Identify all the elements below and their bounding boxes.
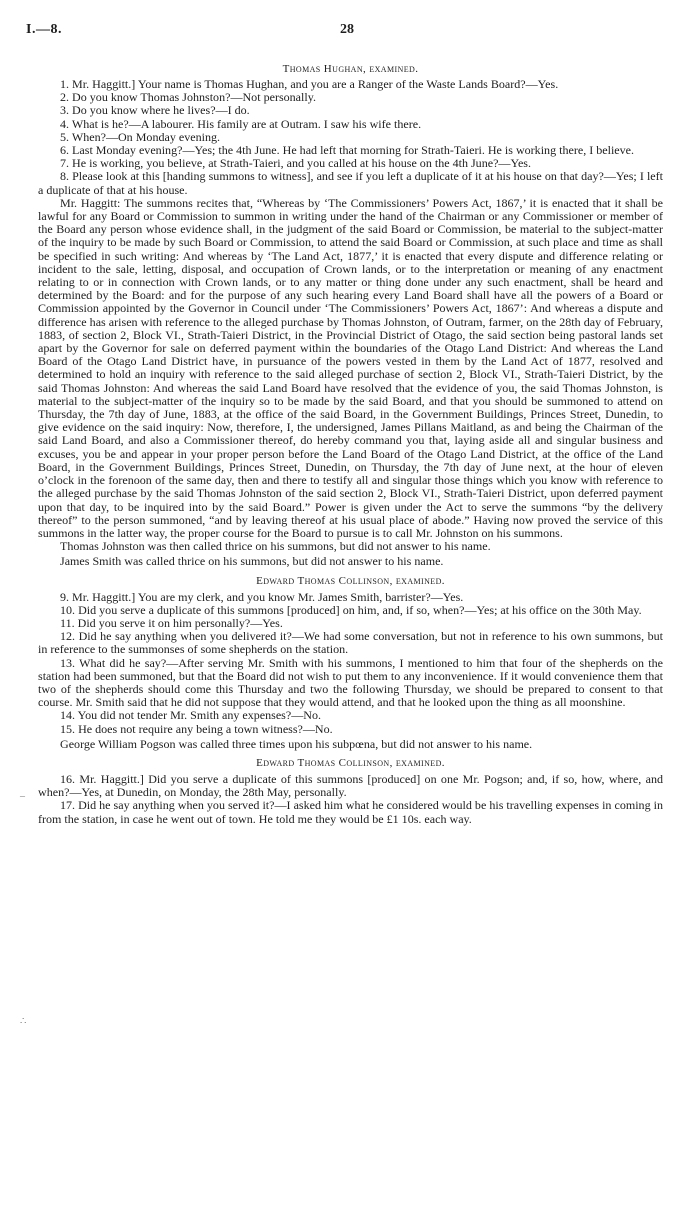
paragraph: George William Pogson was called three times upon his subpœna, but did not answer to his name.	[60, 736, 533, 751]
paragraph: 14. You did not tender Mr. Smith any expenses?—No.	[60, 708, 322, 723]
paragraph: 11. Did you serve it on him personally?—Yes.	[60, 615, 283, 630]
section-heading: Thomas Hughan, examined.	[282, 63, 419, 75]
paragraph: 8. Please look at this [handing summons to witness], and see if you left a duplicate of it at his house on that day?—Yes; I left a duplicate of that at his house.	[38, 169, 663, 197]
section-heading: Edward Thomas Collinson, examined.	[256, 574, 445, 587]
paragraph: 5. When?—On Monday evening.	[60, 129, 221, 144]
main-text-column	[38, 60, 663, 826]
paragraph: 2. Do you know Thomas Johnston?—Not personally.	[60, 90, 316, 105]
summons-recital-paragraph: Mr. Haggitt: The summons recites that, “Whereas by ‘The Commissioners’ Powers Act, 1867,’ it is enacted that it shall be lawful for any Board or Commission to summon in writing under the hand of the Chairman or any Commissioner or member of the Board any person whose evidence shall, in the judgment of the said Board or Commission, be material to the subject-matter of the inquiry to be made by such Board or Commission, to attend the said Board or Commission, at such place and time as shall be specified in such writing: And whereas by ‘The Land Act, 1877,’ it is enacted that every dispute and difference relating or incident to the sale, letting, disposal, and occupation of Crown lands, or to the interpretation or meaning of any enactment relating to or in connection with Crown lands, or to any matter or thing done under any such enactment, shall be heard and determined by the Board: and for the purpose of any such hearing every Land Board shall have all the powers of a Board or Commission appointed by the Governor in Council under ‘The Commissioners’ Powers Act, 1867’: And whereas a dispute and difference has arisen with reference to the alleged purchase by Thomas Johnston, of Outram, farmer, on the 28th day of February, 1883, of section 2, Block VI., Strath-Taieri District, in the Provincial District of Otago, the said section being pastoral lands set apart by the Governor for sale on deferred payment within the boundaries of the Otago Land District: And whereas the Land Board of the Otago Land District have, in pursuance of the powers vested in them by the Land Act of 1877, resolved and determined to hold an inquiry with reference to the said alleged purchase of section 2, Block VI., Strath-Taieri District, by the said Thomas Johnston: And whereas the said Land Board have resolved that the evidence of you, the said Thomas Johnston, is material to the subject-matter of the inquiry so to be made by the said Board, and that you should be summoned to attend on Thursday, the 7th day of June, 1883, at the office of the said Board, in the Government Buildings, Princes Street, Dunedin, to give evidence on the said inquiry: Now, therefore, I, the undersigned, James Pillans Maitland, as and being the Chairman of the said Land Board, and also a Commissioner thereof, do hereby command you that, laying aside all and singular business and excuses, you be and appear in your proper person before the Land Board of the Otago Land District, at the office of the Land Board, in the Government Buildings, Princes Street, Dunedin, on Thursday, the 7th day of June next, at the hour of eleven o’clock in the forenoon of the same day, then and there to testify all and singular those things which you know with reference to the alleged purchase by the said Thomas Johnston of the said section 2, Block VI., Strath-Taieri District, upon deferred payment upon that day, to be inquired into by the said Board.” Power is given under the Act to serve the summons “by the delivery thereof” to the person summoned, “and by leaving thereof at his usual place of abode.” Having now proved the service of this summons in the latter way, the proper course for the Board to pursue is to call Mr. Johnston on his summons.	[38, 195, 663, 540]
page-number: 28	[340, 22, 354, 37]
paragraph: 9. Mr. Haggitt.] You are my clerk, and you know Mr. James Smith, barrister?—Yes.	[60, 589, 464, 604]
paragraph: 13. What did he say?—After serving Mr. Smith with his summons, I mentioned to him that four of the shepherds on the station had been summoned, but that the Board did not wish to put them to any inconvenience. If it would convenience them that two of the shepherds should come this Thursday and two the following Thursday, we should be prepared to consent to that course. Mr. Smith said that he did not suppose that they would attend, and that he looked upon the thing as all moonshine.	[38, 655, 663, 710]
page-header	[26, 22, 678, 44]
margin-flourish-mark: ∴	[20, 1016, 27, 1027]
examination-section-3	[38, 754, 663, 826]
paragraph: 4. What is he?—A labourer. His family are at Outram. I saw his wife there.	[60, 116, 422, 131]
paragraph: 15. He does not require any being a town witness?—No.	[60, 721, 333, 736]
section-heading: Edward Thomas Collinson, examined.	[256, 756, 445, 769]
paragraph: 10. Did you serve a duplicate of this summons [produced] on him, and, if so, when?—Yes; at his office on the 30th May.	[60, 602, 642, 617]
document-reference: I.—8.	[26, 22, 62, 37]
paragraph: 16. Mr. Haggitt.] Did you serve a duplicate of this summons [produced] on one Mr. Pogson; and, if so, how, where, and when?—Yes, at Dunedin, on Monday, the 28th May, personally.	[38, 771, 663, 800]
paragraph: James Smith was called thrice on his summons, but did not answer to his name.	[60, 554, 444, 569]
paragraph: 7. He is working, you believe, at Strath-Taieri, and you called at his house on the 4th June?—Yes.	[60, 156, 532, 171]
paragraph: Thomas Johnston was then called thrice on his summons, but did not answer to his name.	[60, 539, 491, 554]
examination-section-2	[38, 572, 663, 751]
examination-section-1	[38, 60, 663, 569]
paragraph: 3. Do you know where he lives?—I do.	[60, 103, 250, 118]
paragraph: 12. Did he say anything when you delivered it?—We had some conversation, but not in reference to his own summons, but in reference to the summonses of some shepherds on the station.	[38, 629, 663, 657]
margin-dash-mark: –	[20, 791, 25, 802]
paragraph: 6. Last Monday evening?—Yes; the 4th June. He had left that morning for Strath-Taieri. He is working there, I believe.	[60, 143, 635, 158]
paragraph: 17. Did he say anything when you served it?—I asked him what he considered would be his travelling expenses in coming in from the station, in case he went out of town. He told me they would be £1 10s. each way.	[38, 798, 663, 826]
paragraph: 1. Mr. Haggitt.] Your name is Thomas Hughan, and you are a Ranger of the Waste Lands Board?—Yes.	[60, 77, 559, 91]
